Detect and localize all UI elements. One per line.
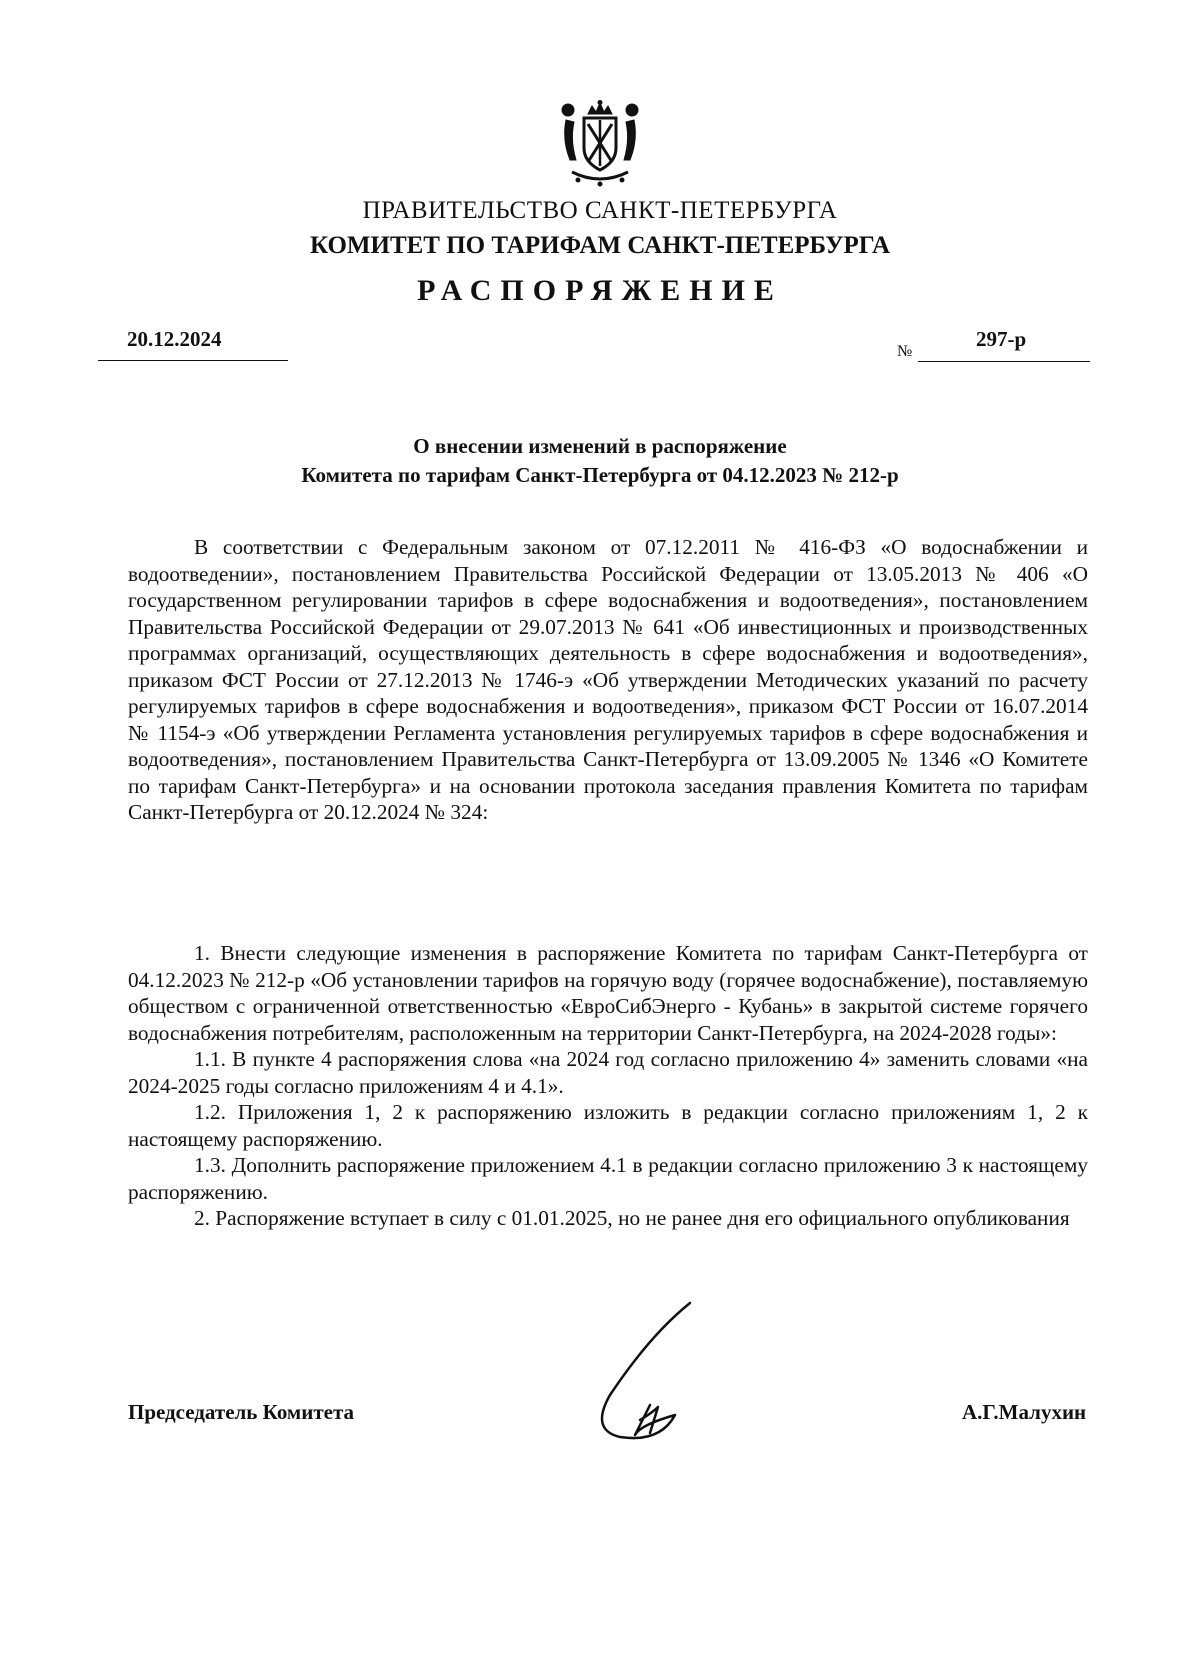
subject-line-2: Комитета по тарифам Санкт-Петербурга от 04.12.2023 № 212-р	[301, 463, 899, 487]
document-number: 297-р	[976, 327, 1027, 351]
order-items	[128, 940, 1088, 1232]
order-item-1: 1. Внести следующие изменения в распоряжение Комитета по тарифам Санкт-Петербурга от 04.12.2023 № 212-р «Об установлении тарифов на горячую воду (горячее водоснабжение), поставляемую обществом с ограниченной ответственностью «ЕвроСибЭнерго - Кубань» в закрытой системе горячего водоснабжения потребителям, расположенным на территории Санкт-Петербурга, на 2024-2028 годы»:	[128, 941, 1088, 1045]
document-subject	[0, 432, 1200, 490]
preamble	[128, 534, 1088, 826]
signer-title: Председатель Комитета	[128, 1400, 355, 1424]
date-underline	[98, 360, 288, 361]
signer-name: А.Г.Малухин	[962, 1400, 1087, 1424]
document-date: 20.12.2024	[127, 327, 222, 351]
handwritten-signature	[580, 1295, 720, 1445]
coat-of-arms-icon	[552, 100, 648, 196]
number-label: №	[897, 343, 913, 360]
number-underline	[918, 361, 1090, 362]
committee-title: КОМИТЕТ ПО ТАРИФАМ САНКТ-ПЕТЕРБУРГА	[309, 232, 891, 259]
order-item-2: 2. Распоряжение вступает в силу с 01.01.2025, но не ранее дня его официального опубликования	[194, 1206, 1070, 1230]
order-item-1-3: 1.3. Дополнить распоряжение приложением 4.1 в редакции согласно приложению 3 к настоящему распоряжению.	[128, 1153, 1088, 1204]
document-type-title: РАСПОРЯЖЕНИЕ	[417, 274, 783, 307]
subject-line-1: О внесении изменений в распоряжение	[413, 434, 787, 458]
order-item-1-2: 1.2. Приложения 1, 2 к распоряжению изложить в редакции согласно приложениям 1, 2 к настоящему распоряжению.	[128, 1100, 1088, 1151]
order-item-1-1: 1.1. В пункте 4 распоряжения слова «на 2024 год согласно приложению 4» заменить словами «на 2024-2025 годы согласно приложениям 4 и 4.1».	[128, 1047, 1088, 1098]
preamble-text: В соответствии с Федеральным законом от 07.12.2011 № 416-ФЗ «О водоснабжении и водоотведении», постановлением Правительства Российской Федерации от 13.05.2013 № 406 «О государственном регулировании тарифов в сфере водоснабжения и водоотведения», постановлением Правительства Российской Федерации от 29.07.2013 № 641 «Об инвестиционных и производственных программах организаций, осуществляющих деятельность в сфере водоснабжения и водоотведения», приказом ФСТ России от 27.12.2013 № 1746-э «Об утверждении Методических указаний по расчету регулируемых тарифов в сфере водоснабжения и водоотведения», приказом ФСТ России от 16.07.2014 № 1154-э «Об утверждении Регламента установления регулируемых тарифов в сфере водоснабжения и водоотведения», постановлением Правительства Санкт-Петербурга от 13.09.2005 № 1346 «О Комитете по тарифам Санкт-Петербурга» и на основании протокола заседания правления Комитета по тарифам Санкт-Петербурга от 20.12.2024 № 324:	[128, 535, 1088, 824]
government-title: ПРАВИТЕЛЬСТВО САНКТ-ПЕТЕРБУРГА	[362, 197, 838, 224]
